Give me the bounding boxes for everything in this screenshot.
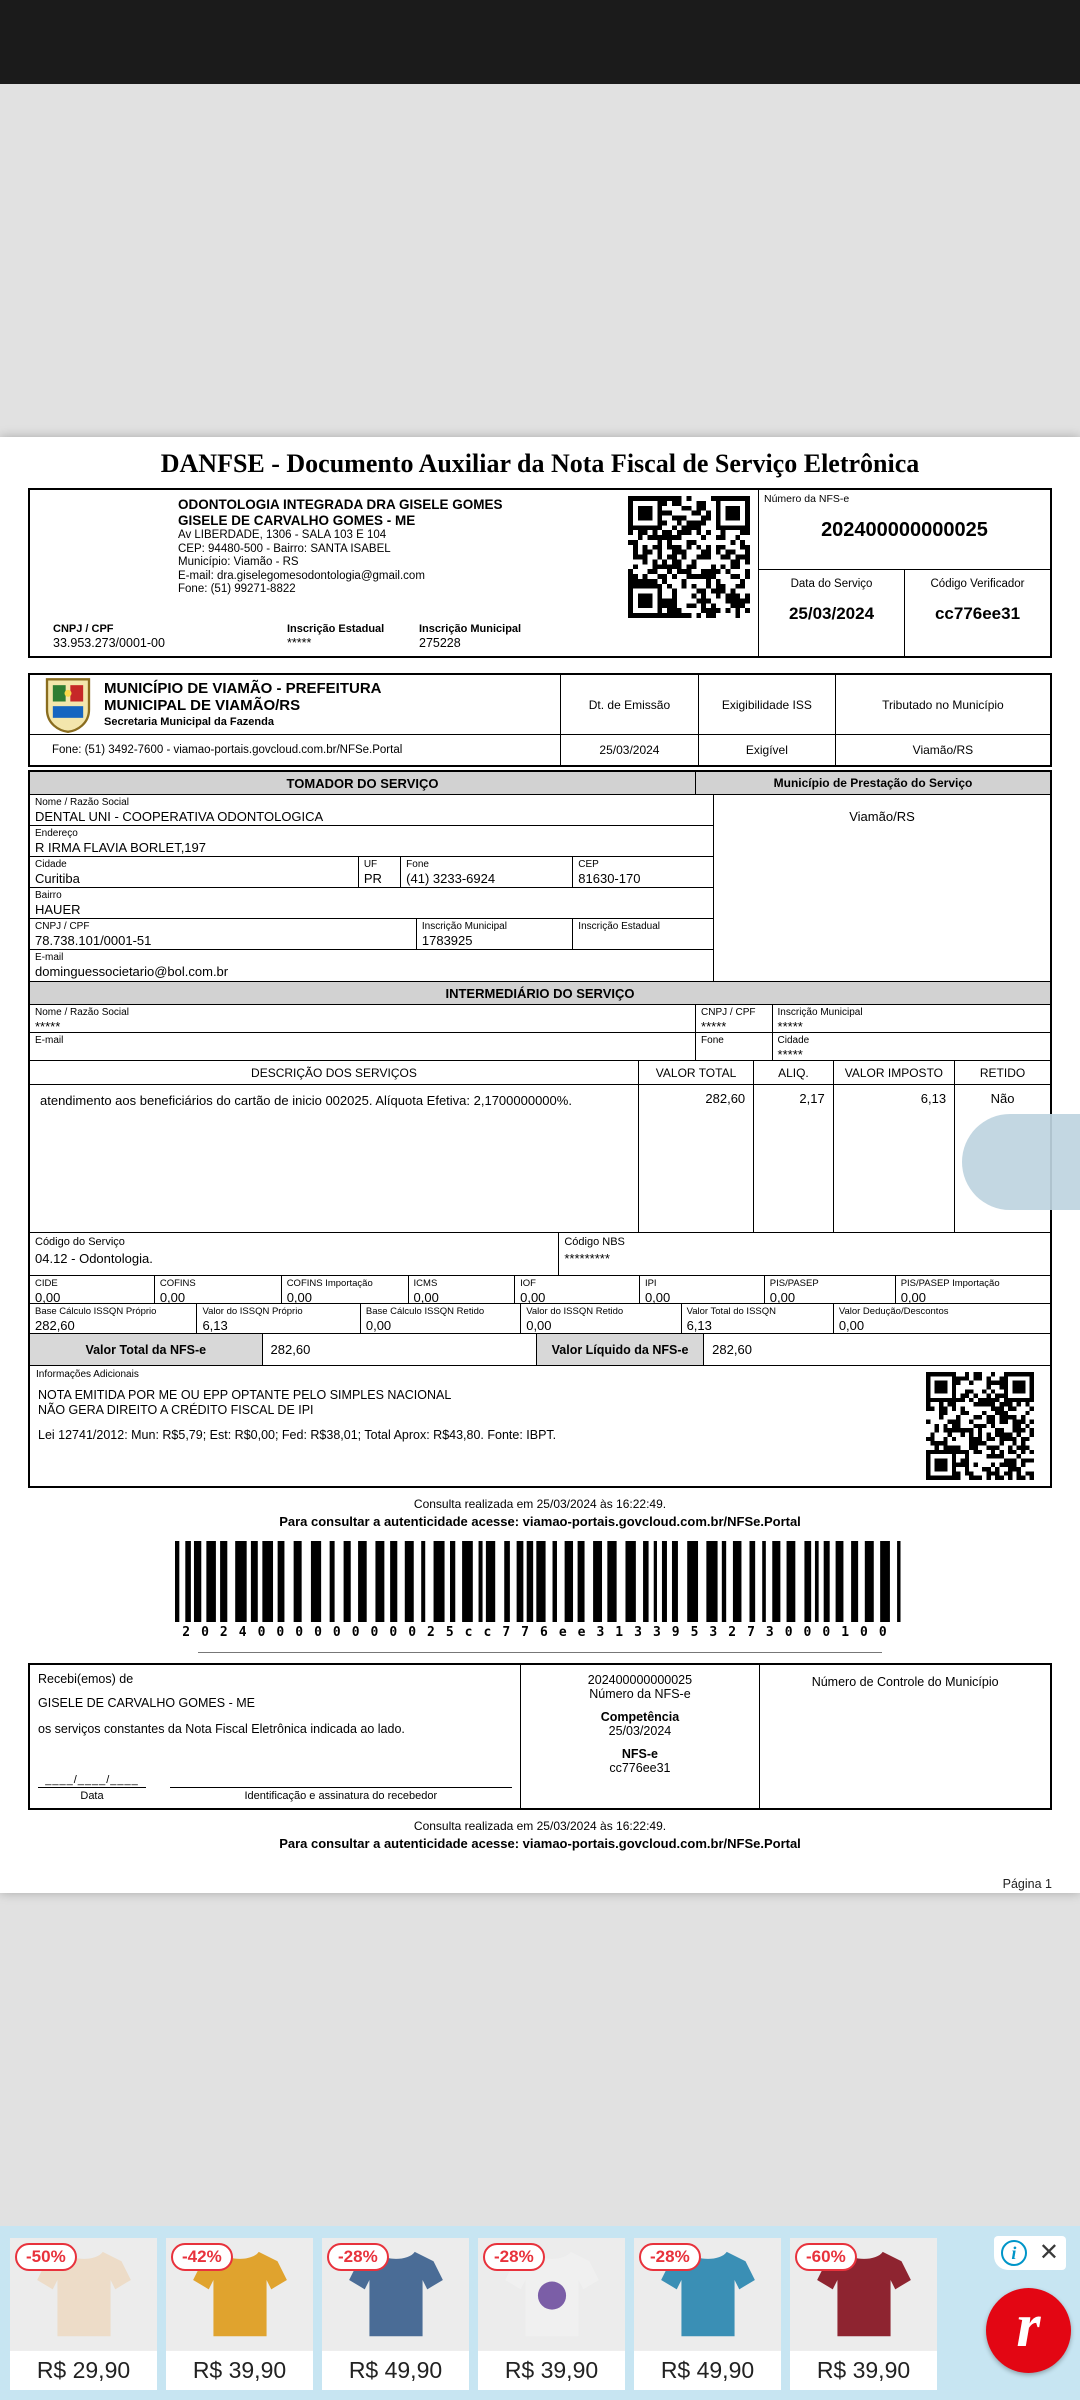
intermediario-fone-value — [696, 1046, 772, 1047]
service-date-label: Data do Serviço — [790, 578, 873, 590]
issqn-label: Valor do ISSQN Retido — [526, 1306, 624, 1317]
tomador-fone-label: Fone — [406, 859, 429, 870]
provider-info — [30, 490, 758, 656]
ad-product-6[interactable] — [790, 2238, 937, 2390]
qr-code-header — [628, 496, 750, 618]
municipality-name-line1: MUNICÍPIO DE VIAMÃO - PREFEITURA — [104, 680, 382, 697]
signature-line — [170, 1775, 512, 1788]
autenticidade-line-1: Para consultar a autenticidade acesse: viamao-portais.govcloud.com.br/NFSe.Portal — [279, 1514, 801, 1529]
autenticidade-line-2: Para consultar a autenticidade acesse: viamao-portais.govcloud.com.br/NFSe.Portal — [279, 1836, 801, 1851]
issqn-label: Base Cálculo ISSQN Próprio — [35, 1306, 157, 1317]
info-adicionais-label: Informações Adicionais — [36, 1369, 139, 1380]
issqn-value: 0,00 — [526, 1318, 552, 1333]
prestacao-municipio-value: Viamão/RS — [849, 809, 915, 824]
tomador-fone-value: (41) 3233-6924 — [406, 871, 496, 886]
recibo-numero-label: Número da NFS-e — [589, 1687, 691, 1701]
recibo-competencia-value: 25/03/2024 — [608, 1724, 672, 1738]
municipality-name-line2: MUNICIPAL DE VIAMÃO/RS — [104, 697, 301, 714]
intermediario-cidade-value: ***** — [777, 1047, 803, 1060]
recibo-controle-label: Número de Controle do Município — [759, 1665, 1050, 1808]
intermediario-fone-label: Fone — [701, 1035, 724, 1046]
nfse-number-box — [758, 490, 1050, 656]
discount-badge: -28% — [639, 2243, 701, 2271]
discount-badge: -50% — [15, 2243, 77, 2271]
recibo-nfse-label: NFS-e — [621, 1747, 658, 1761]
codigo-servico-label: Código do Serviço — [35, 1236, 125, 1248]
ad-close-icon[interactable]: ✕ — [1038, 2239, 1059, 2266]
issqn-label: Base Cálculo ISSQN Retido — [365, 1306, 485, 1317]
provider-header-box — [28, 488, 1052, 658]
recibo-recebi-label: Recebi(emos) de — [38, 1672, 134, 1686]
product-price: R$ 39,90 — [478, 2350, 625, 2390]
product-price: R$ 29,90 — [10, 2350, 157, 2390]
product-price: R$ 39,90 — [166, 2350, 313, 2390]
intermediario-section-bar: INTERMEDIÁRIO DO SERVIÇO — [30, 982, 1050, 1005]
tomador-cidade-label: Cidade — [35, 859, 67, 870]
discount-badge: -28% — [327, 2243, 389, 2271]
issqn-label: Valor do ISSQN Próprio — [202, 1306, 303, 1317]
recibo-competencia-label: Competência — [600, 1710, 680, 1724]
ad-product-3[interactable] — [322, 2238, 469, 2390]
product-price: R$ 49,90 — [634, 2350, 781, 2390]
municipality-box — [28, 673, 1052, 767]
tax-value: 0,00 — [35, 1290, 61, 1303]
nfse-number-label: Número da NFS-e — [764, 493, 850, 505]
tomador-ie-value — [573, 932, 713, 933]
service-valor-total: 282,60 — [638, 1085, 753, 1232]
tomador-cep-value: 81630-170 — [578, 871, 641, 886]
tax-label: COFINS — [159, 1278, 196, 1289]
page-number: Página 1 — [1002, 1877, 1052, 1891]
receipt-box — [28, 1663, 1052, 1810]
barcode-text: 202400000000025cc776ee3133953273000100 — [182, 1625, 898, 1640]
intermediario-cnpj-value: ***** — [701, 1019, 727, 1032]
recibo-data-label: Data — [80, 1790, 104, 1802]
tomador-bairro-value: HAUER — [35, 902, 81, 917]
valor-total-nfse-label: Valor Total da NFS-e — [30, 1334, 262, 1365]
tax-label: IOF — [520, 1278, 536, 1289]
provider-fone: Fone: (51) 99271-8822 — [178, 583, 296, 595]
issqn-value: 6,13 — [202, 1318, 228, 1333]
tomador-cep-label: CEP — [578, 859, 599, 870]
prestacao-municipio-label: Município de Prestação do Serviço — [695, 772, 1050, 794]
service-valor-imposto: 6,13 — [833, 1085, 954, 1232]
ad-controls — [994, 2236, 1066, 2270]
municipality-fone: Fone: (51) 3492-7600 - viamao-portais.govcloud.com.br/NFSe.Portal — [52, 744, 403, 756]
ad-product-1[interactable] — [10, 2238, 157, 2390]
tax-value: 0,00 — [769, 1290, 796, 1303]
services-col-descricao: DESCRIÇÃO DOS SERVIÇOS — [251, 1065, 417, 1080]
issqn-label: Valor Total do ISSQN — [686, 1306, 776, 1317]
tax-label: COFINS Importação — [286, 1278, 373, 1289]
intermediario-nome-value: ***** — [35, 1019, 61, 1032]
services-col-retido: RETIDO — [954, 1061, 1050, 1084]
codigo-nbs-label: Código NBS — [564, 1236, 625, 1248]
services-col-valor-total: VALOR TOTAL — [638, 1061, 753, 1084]
provider-cep: CEP: 94480-500 - Bairro: SANTA ISABEL — [178, 542, 391, 555]
taxed-municipality-label: Tributado no Município — [836, 675, 1050, 735]
intermediario-email-value — [30, 1046, 695, 1047]
barcode — [175, 1541, 906, 1622]
issqn-label: Valor Dedução/Descontos — [838, 1306, 949, 1317]
tomador-email-label: E-mail — [35, 952, 64, 963]
intermediario-im-value: ***** — [777, 1019, 803, 1032]
iss-exigibility-label: Exigibilidade ISS — [699, 675, 835, 735]
intermediario-email-label: E-mail — [35, 1035, 64, 1046]
issqn-value: 0,00 — [838, 1318, 865, 1333]
main-table — [28, 770, 1052, 1488]
tax-value: 0,00 — [520, 1290, 546, 1303]
services-col-aliq: ALIQ. — [753, 1061, 833, 1084]
scrollbar-handle[interactable] — [962, 1114, 1080, 1210]
qr-code-footer — [926, 1372, 1034, 1480]
provider-name-line2: GISELE DE CARVALHO GOMES - ME — [178, 513, 416, 528]
valor-liquido-nfse-value: 282,60 — [703, 1334, 1050, 1365]
tax-label: PIS/PASEP — [769, 1278, 819, 1289]
issqn-value: 282,60 — [35, 1318, 75, 1333]
tax-value: 0,00 — [159, 1290, 186, 1303]
ad-product-5[interactable] — [634, 2238, 781, 2390]
service-aliq: 2,17 — [753, 1085, 833, 1232]
discount-badge: -60% — [795, 2243, 857, 2271]
ad-banner — [0, 2226, 1080, 2400]
verifier-code-value: cc776ee31 — [934, 604, 1021, 623]
product-price: R$ 49,90 — [322, 2350, 469, 2390]
intermediario-nome-label: Nome / Razão Social — [35, 1007, 129, 1018]
recibo-verificador: cc776ee31 — [609, 1761, 671, 1775]
tomador-bairro-label: Bairro — [35, 890, 62, 901]
tomador-im-value: 1783925 — [421, 933, 473, 948]
ad-product-4[interactable] — [478, 2238, 625, 2390]
tomador-uf-label: UF — [363, 859, 378, 870]
tomador-nome-value: DENTAL UNI - COOPERATIVA ODONTOLOGICA — [35, 809, 324, 824]
provider-ie-value: ***** — [287, 636, 312, 650]
provider-cnpj-label: CNPJ / CPF — [53, 623, 114, 635]
provider-ie-label: Inscrição Estadual — [287, 623, 385, 635]
provider-email: E-mail: dra.giselegomesodontologia@gmail.com — [178, 569, 425, 582]
emission-date-value: 25/03/2024 — [599, 743, 660, 757]
tomador-im-label: Inscrição Municipal — [421, 921, 507, 932]
services-col-valor-imposto: VALOR IMPOSTO — [833, 1061, 954, 1084]
emission-date-label: Dt. de Emissão — [561, 675, 698, 735]
recibo-texto: os serviços constantes da Nota Fiscal Eletrônica indicada ao lado. — [38, 1722, 405, 1736]
recibo-assinatura-label: Identificação e assinatura do recebedor — [244, 1790, 438, 1802]
info-linha2: NÃO GERA DIREITO A CRÉDITO FISCAL DE IPI — [38, 1403, 314, 1417]
consulta-line-2: Consulta realizada em 25/03/2024 às 16:22:49. — [413, 1819, 667, 1833]
provider-cnpj-value: 33.953.273/0001-00 — [53, 636, 165, 650]
ad-info-icon[interactable]: i — [1001, 2240, 1027, 2266]
municipality-crest-icon — [44, 677, 92, 733]
consulta-line-1: Consulta realizada em 25/03/2024 às 16:22:49. — [413, 1497, 667, 1511]
tax-value: 0,00 — [644, 1290, 671, 1303]
tax-value: 0,00 — [413, 1290, 439, 1303]
valor-liquido-nfse-label: Valor Líquido da NFS-e — [536, 1334, 703, 1365]
info-linha1: NOTA EMITIDA POR ME OU EPP OPTANTE PELO SIMPLES NACIONAL — [38, 1388, 452, 1402]
codigo-servico-value: 04.12 - Odontologia. — [35, 1251, 153, 1266]
issqn-value: 0,00 — [365, 1318, 392, 1333]
tax-value: 0,00 — [286, 1290, 312, 1303]
tax-label: ICMS — [413, 1278, 438, 1289]
tax-label: CIDE — [35, 1278, 58, 1289]
advertiser-logo-letter: r — [1016, 2291, 1041, 2360]
ad-product-2[interactable] — [166, 2238, 313, 2390]
valor-total-nfse-value: 282,60 — [262, 1334, 536, 1365]
tomador-email-value: dominguessocietario@bol.com.br — [35, 964, 229, 979]
product-price: R$ 39,90 — [790, 2350, 937, 2390]
tax-label: PIS/PASEP Importação — [900, 1278, 1000, 1289]
service-date-value: 25/03/2024 — [788, 604, 875, 623]
document-title: DANFSE - Documento Auxiliar da Nota Fiscal de Serviço Eletrônica — [160, 449, 920, 478]
recibo-data-placeholder: ____/____/____ — [38, 1774, 146, 1788]
provider-im-label: Inscrição Municipal — [419, 623, 522, 635]
tomador-cnpj-label: CNPJ / CPF — [35, 921, 90, 932]
recibo-emitente: GISELE DE CARVALHO GOMES - ME — [38, 1696, 255, 1710]
tomador-uf-value: PR — [363, 871, 382, 886]
status-bar — [0, 0, 1080, 84]
recibo-numero: 202400000000025 — [587, 1673, 693, 1687]
tomador-cnpj-value: 78.738.101/0001-51 — [35, 933, 152, 948]
service-retido: Não — [954, 1085, 1050, 1232]
tomador-endereco-value: R IRMA FLAVIA BORLET,197 — [35, 840, 206, 855]
info-linha3: Lei 12741/2012: Mun: R$5,79; Est: R$0,00; Fed: R$38,01; Total Aprox: R$43,80. Fonte: IBPT. — [38, 1428, 557, 1442]
provider-municipio: Município: Viamão - RS — [178, 556, 299, 568]
tomador-endereco-label: Endereço — [35, 828, 78, 839]
verifier-code-label: Código Verificador — [930, 578, 1025, 590]
tax-label: IPI — [644, 1278, 657, 1289]
intermediario-cidade-label: Cidade — [777, 1035, 810, 1046]
discount-badge: -28% — [483, 2243, 545, 2271]
tomador-cidade-value: Curitiba — [35, 871, 80, 886]
discount-badge: -42% — [171, 2243, 233, 2271]
municipality-secretariat: Secretaria Municipal da Fazenda — [104, 716, 274, 728]
advertiser-logo[interactable] — [986, 2288, 1071, 2373]
provider-address: Av LIBERDADE, 1306 - SALA 103 E 104 — [178, 529, 387, 541]
tomador-ie-label: Inscrição Estadual — [578, 921, 661, 932]
tomador-nome-label: Nome / Razão Social — [35, 797, 129, 808]
tax-value: 0,00 — [900, 1290, 926, 1303]
intermediario-im-label: Inscrição Municipal — [777, 1007, 863, 1018]
provider-im-value: 275228 — [419, 636, 461, 650]
codigo-nbs-value: ********* — [564, 1251, 610, 1266]
intermediario-cnpj-label: CNPJ / CPF — [701, 1007, 756, 1018]
service-description: atendimento aos beneficiários do cartão de inicio 002025. Alíquota Efetiva: 2,1700000000%. — [40, 1093, 572, 1108]
provider-name-line1: ODONTOLOGIA INTEGRADA DRA GISELE GOMES — [178, 497, 503, 512]
prestacao-municipio-cell — [713, 795, 1050, 981]
cut-line — [198, 1652, 882, 1653]
pdf-page — [0, 437, 1080, 1893]
tomador-section-bar — [30, 772, 1050, 795]
taxed-municipality-value: Viamão/RS — [912, 743, 974, 757]
iss-exigibility-value: Exigível — [745, 743, 788, 757]
nfse-number-value: 202400000000025 — [821, 519, 988, 541]
issqn-value: 6,13 — [686, 1318, 712, 1333]
tomador-section-title: TOMADOR DO SERVIÇO — [286, 775, 439, 791]
